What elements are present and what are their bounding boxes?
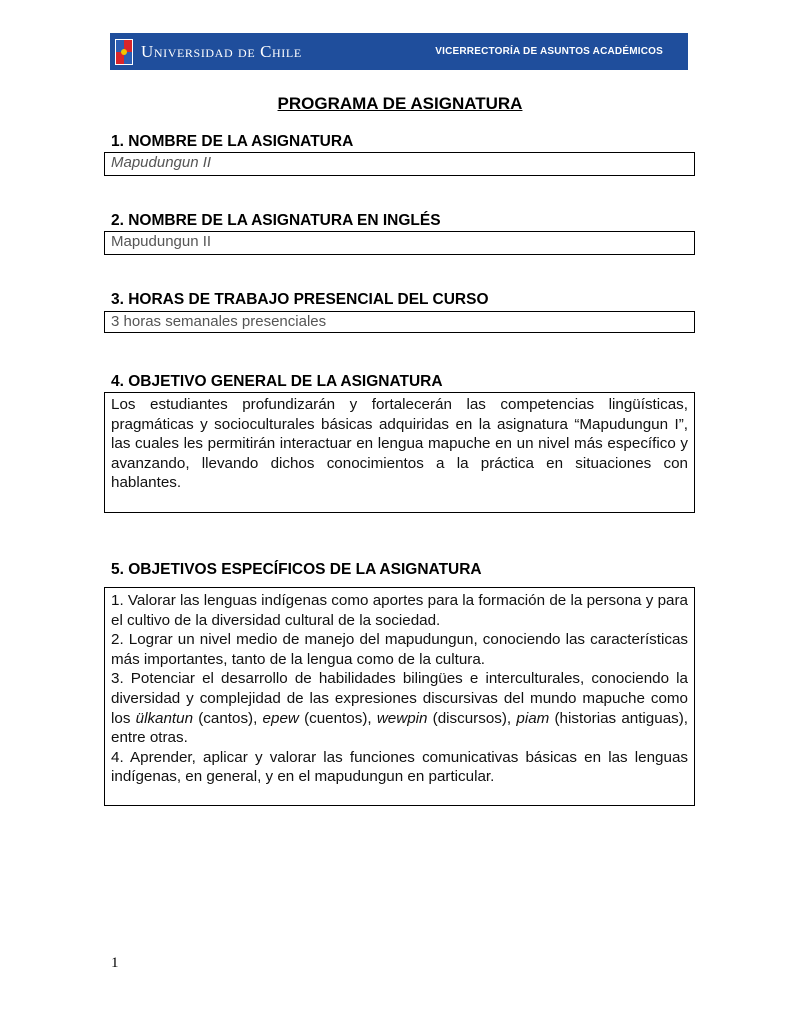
section-5-box [104, 587, 695, 806]
university-shield-icon [115, 37, 133, 67]
vicerrectoria-label: VICERRECTORÍA DE ASUNTOS ACADÉMICOS [435, 46, 663, 57]
header-banner [110, 33, 688, 70]
term-wewpin: wewpin [376, 709, 428, 727]
objective-item-1: 1. Valorar las lenguas indígenas como aportes para la formación de la persona y para el cultivo de la diversidad cultural de la sociedad. [111, 592, 688, 629]
university-name: Universidad de Chile [141, 41, 302, 61]
university-brand [110, 37, 302, 67]
term-piam: piam [516, 709, 550, 727]
section-3-box [104, 311, 695, 333]
course-name-value: Mapudungun II [111, 154, 212, 171]
general-objective-text: Los estudiantes profundizarán y fortalecerán las competencias lingüísticas, pragmáticas y socioculturales básicas adquiridas en la asignatura “Mapudungun I”, las cuales les permitirán interactuar en lengua mapuche en un nivel más específico y avanzando, llevando dichos conocimientos a la práctica en situaciones con hablantes. [111, 396, 688, 492]
document-title: PROGRAMA DE ASIGNATURA [277, 94, 523, 113]
objective-3-text-a: 3. Potenciar el desarrollo de habilidades bilingües e interculturales, conociendo la diversidad y complejidad de las expresiones discursivas del mundo mapuche como los [111, 670, 688, 727]
section-4-heading: 4. OBJETIVO GENERAL DE LA ASIGNATURA [111, 373, 443, 390]
section-1-box [104, 152, 695, 176]
term-epew: epew [262, 709, 299, 727]
hours-value: 3 horas semanales presenciales [111, 313, 327, 330]
section-1-heading: 1. NOMBRE DE LA ASIGNATURA [111, 133, 354, 150]
section-4-box [104, 392, 695, 513]
page-number: 1 [111, 955, 119, 971]
section-3-heading: 3. HORAS DE TRABAJO PRESENCIAL DEL CURSO [111, 291, 489, 308]
section-5-heading: 5. OBJETIVOS ESPECÍFICOS DE LA ASIGNATURA [111, 561, 482, 578]
objective-item-2: 2. Lograr un nivel medio de manejo del mapudungun, conociendo las características más importantes, tanto de la lengua como de la cultura. [111, 631, 688, 668]
objective-item-3 [111, 669, 688, 747]
specific-objectives-list [105, 588, 694, 787]
section-2-heading: 2. NOMBRE DE LA ASIGNATURA EN INGLÉS [111, 212, 441, 229]
section-2-box [104, 231, 695, 255]
objective-3-text-c: (cuentos), [298, 709, 377, 727]
objective-item-4: 4. Aprender, aplicar y valorar las funciones comunicativas básicas en las lenguas indígenas, en general, y en el mapudungun en particular. [111, 748, 688, 786]
objective-3-text-e: (historias antiguas), entre otras. [111, 709, 689, 747]
objective-3-text-b: (cantos), [193, 709, 263, 727]
course-name-english-value: Mapudungun II [111, 233, 212, 250]
objective-3-text-d: (discursos), [427, 709, 517, 727]
term-ulkantun: ülkantun [135, 709, 194, 727]
